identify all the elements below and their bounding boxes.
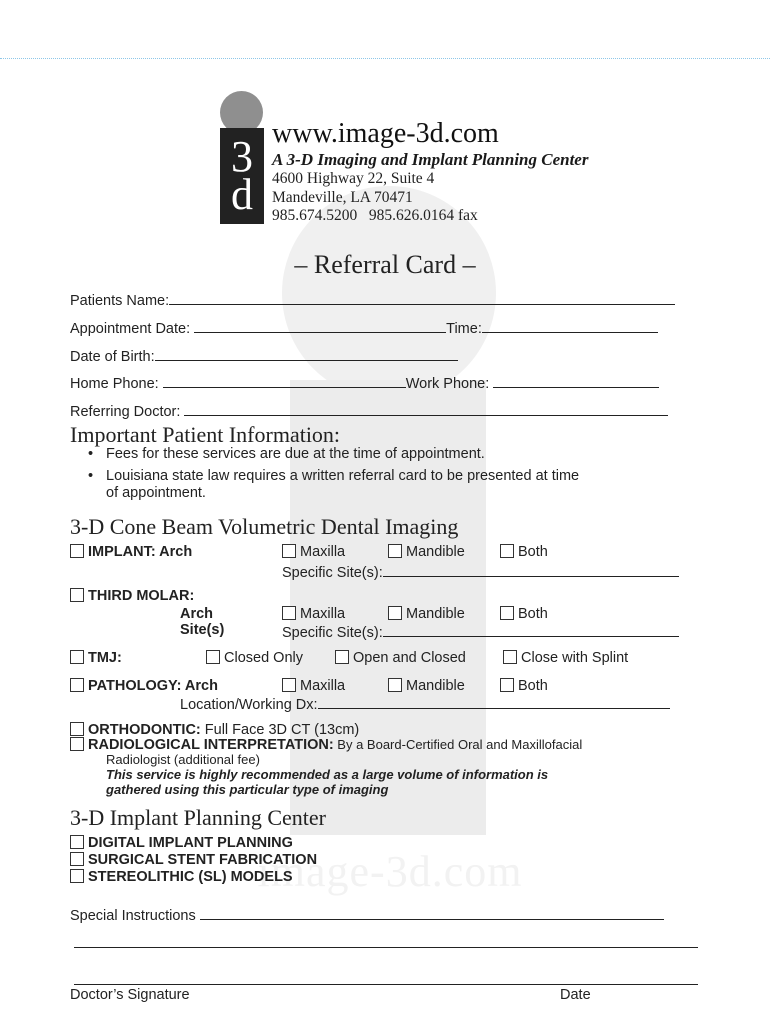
signature-label: Doctor’s Signature [70,987,190,1003]
checkbox[interactable] [500,544,514,558]
logo-mark: 3 d [220,128,264,224]
letterhead [272,118,588,226]
pathology-mandible[interactable]: Mandible [388,678,465,694]
planning-heading: 3-D Implant Planning Center [70,805,327,830]
recommendation-note-1: This service is highly recommended as a large volume of information is [106,767,549,782]
checkbox[interactable] [70,869,84,883]
top-dotted-rule [0,58,770,59]
tmj-close-splint[interactable]: Close with Splint [503,650,628,666]
checkbox[interactable] [70,835,84,849]
checkbox[interactable] [388,678,402,692]
tmj-open-closed[interactable]: Open and Closed [335,650,466,666]
work-phone-field[interactable] [493,373,659,388]
digital-planning-option[interactable]: DIGITAL IMPLANT PLANNING [70,835,293,851]
checkbox[interactable] [70,852,84,866]
third-molar-checkbox[interactable] [70,588,84,602]
special-instructions-line-2[interactable] [74,933,698,948]
implant-option[interactable]: IMPLANT: Arch [70,544,192,560]
checkbox[interactable] [282,606,296,620]
work-phone-label: Work Phone: [405,376,490,392]
signature-line[interactable] [74,970,698,985]
special-instructions-field[interactable] [200,905,664,920]
pathology-both[interactable]: Both [500,678,548,694]
checkbox[interactable] [388,544,402,558]
recommendation-note-2: gathered using this particular type of imaging [106,782,389,797]
implant-both[interactable]: Both [500,544,548,560]
pathology-maxilla[interactable]: Maxilla [282,678,345,694]
appointment-date-field[interactable] [194,318,446,333]
third-molar-both[interactable]: Both [500,606,548,622]
checkbox[interactable] [282,544,296,558]
website-link[interactable]: www.image-3d.com [272,118,499,149]
third-molar-mandible[interactable]: Mandible [388,606,465,622]
dob-label: Date of Birth: [70,349,155,365]
time-field[interactable] [482,318,658,333]
sl-models-option[interactable]: STEREOLITHIC (SL) MODELS [70,869,293,885]
implant-sites-field[interactable] [383,562,679,577]
third-molar-sites-label: Site(s) [180,622,225,638]
patient-name-row [70,290,675,309]
pathology-option[interactable]: PATHOLOGY: Arch [70,678,218,694]
referring-doctor-row [70,401,668,420]
pathology-location: Location/Working Dx: [180,694,670,713]
third-molar-sites-field[interactable] [383,622,679,637]
radiological-option[interactable]: RADIOLOGICAL INTERPRETATION: By a Board-Certified Oral and Maxillofacial [70,737,582,753]
implant-sites: Specific Site(s): [282,562,679,581]
third-molar-option[interactable]: THIRD MOLAR: [70,588,194,604]
address-line-1: 4600 Highway 22, Suite 4 [272,170,435,187]
checkbox[interactable] [282,678,296,692]
patient-name-label: Patients Name: [70,293,170,309]
bullet-fees: • Fees for these services are due at the time of appointment. [88,446,485,462]
date-label: Date [560,987,591,1003]
third-molar-sites: Specific Site(s): [282,622,679,641]
home-phone-label: Home Phone: [70,376,159,392]
special-instructions-row [70,905,664,924]
watermark-url: image-3d.com [257,847,523,896]
bullet-law: • Louisiana state law requires a written referral card to be presented at time of appointment. [88,468,580,501]
third-molar-arch-label: Arch [180,606,214,622]
radiological-detail: Radiologist (additional fee) [106,752,260,767]
important-heading: Important Patient Information: [70,422,341,447]
patient-name-field[interactable] [169,290,675,305]
implant-mandible[interactable]: Mandible [388,544,465,560]
checkbox[interactable] [500,606,514,620]
referring-doctor-field[interactable] [184,401,668,416]
pathology-checkbox[interactable] [70,678,84,692]
implant-maxilla[interactable]: Maxilla [282,544,345,560]
checkbox[interactable] [335,650,349,664]
appointment-date-label: Appointment Date: [70,321,191,337]
dob-field[interactable] [155,346,458,361]
checkbox[interactable] [388,606,402,620]
referring-doctor-label: Referring Doctor: [70,404,181,420]
tagline: A 3-D Imaging and Implant Planning Center [272,150,589,169]
orthodontic-checkbox[interactable] [70,722,84,736]
special-instructions-label: Special Instructions [70,908,196,924]
third-molar-maxilla[interactable]: Maxilla [282,606,345,622]
phone-fax: 985.674.5200 985.626.0164 fax [272,207,478,224]
checkbox[interactable] [500,678,514,692]
address-line-2: Mandeville, LA 70471 [272,188,413,206]
pathology-location-field[interactable] [318,694,670,709]
tmj-checkbox[interactable] [70,650,84,664]
checkbox[interactable] [206,650,220,664]
time-label: Time: [446,321,482,337]
home-phone-field[interactable] [163,373,406,388]
tmj-option[interactable]: TMJ: [70,650,122,666]
implant-checkbox[interactable] [70,544,84,558]
stent-fabrication-option[interactable]: SURGICAL STENT FABRICATION [70,852,317,868]
dob-row [70,346,458,365]
orthodontic-option[interactable]: ORTHODONTIC: Full Face 3D CT (13cm) [70,722,359,738]
tmj-closed-only[interactable]: Closed Only [206,650,303,666]
checkbox[interactable] [503,650,517,664]
phone-row [70,373,659,392]
page-title: – Referral Card – [294,250,476,279]
appointment-row [70,318,658,337]
radiological-checkbox[interactable] [70,737,84,751]
imaging-heading: 3-D Cone Beam Volumetric Dental Imaging [70,514,459,539]
